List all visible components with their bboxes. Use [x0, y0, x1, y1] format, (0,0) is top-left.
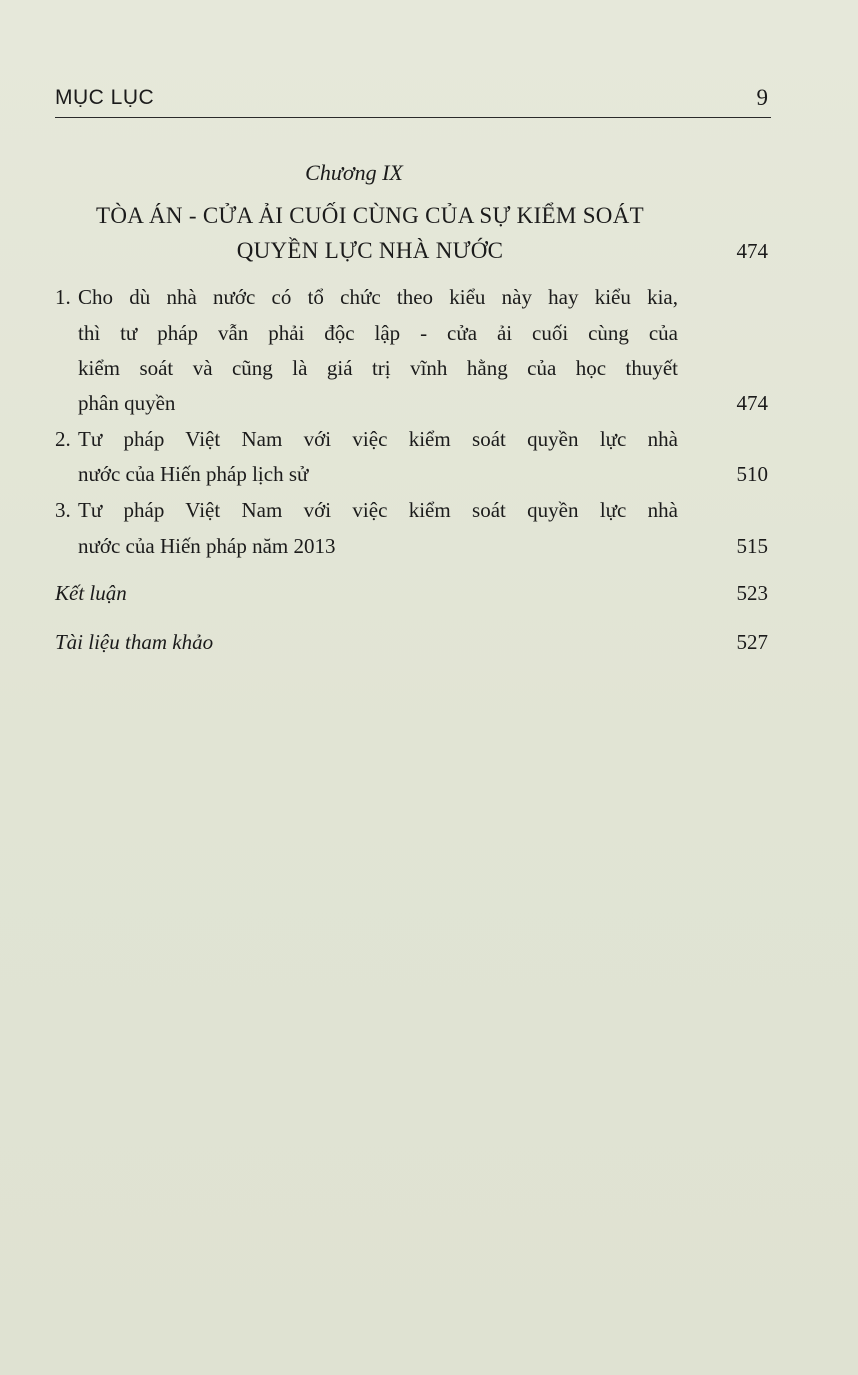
conclusion-label: Kết luận	[55, 581, 127, 605]
entry-1-number: 1.	[55, 285, 71, 309]
entry-1-line-1: Cho dù nhà nước có tổ chức theo kiểu này hay kiểu kia,	[78, 285, 678, 309]
header-title: MỤC LỤC	[55, 86, 155, 109]
entry-1-line-4: phân quyền	[78, 391, 176, 415]
conclusion-page-ref: 523	[736, 581, 768, 605]
chapter-title-line-1: TÒA ÁN - CỬA ẢI CUỐI CÙNG CỦA SỰ KIỂM SOÁT	[96, 203, 644, 228]
entry-2-number: 2.	[55, 427, 71, 451]
chapter-page-ref: 474	[736, 239, 768, 263]
entry-3-line-2: nước của Hiến pháp năm 2013	[78, 534, 336, 558]
running-header	[55, 84, 768, 118]
references-page-ref: 527	[736, 630, 768, 654]
chapter-title-line-2: QUYỀN LỰC NHÀ NƯỚC	[236, 238, 504, 263]
entry-3-line-1: Tư pháp Việt Nam với việc kiểm soát quyền lực nhà	[78, 498, 678, 522]
page-number: 9	[756, 85, 768, 110]
entry-3-page-ref: 515	[736, 534, 768, 558]
entry-2-line-2: nước của Hiến pháp lịch sử	[78, 462, 309, 486]
entry-2-line-1: Tư pháp Việt Nam với việc kiểm soát quyền lực nhà	[78, 427, 678, 451]
entry-2-page-ref: 510	[736, 462, 768, 486]
header-rule	[55, 117, 771, 118]
entry-1-page-ref: 474	[736, 391, 768, 415]
entry-3-number: 3.	[55, 498, 71, 522]
entry-1-line-3: kiểm soát và cũng là giá trị vĩnh hằng của học thuyết	[78, 356, 678, 380]
references-label: Tài liệu tham khảo	[55, 630, 214, 654]
entry-1-line-2: thì tư pháp vẫn phải độc lập - cửa ải cuối cùng của	[78, 321, 678, 345]
chapter-label: Chương IX	[305, 160, 403, 185]
